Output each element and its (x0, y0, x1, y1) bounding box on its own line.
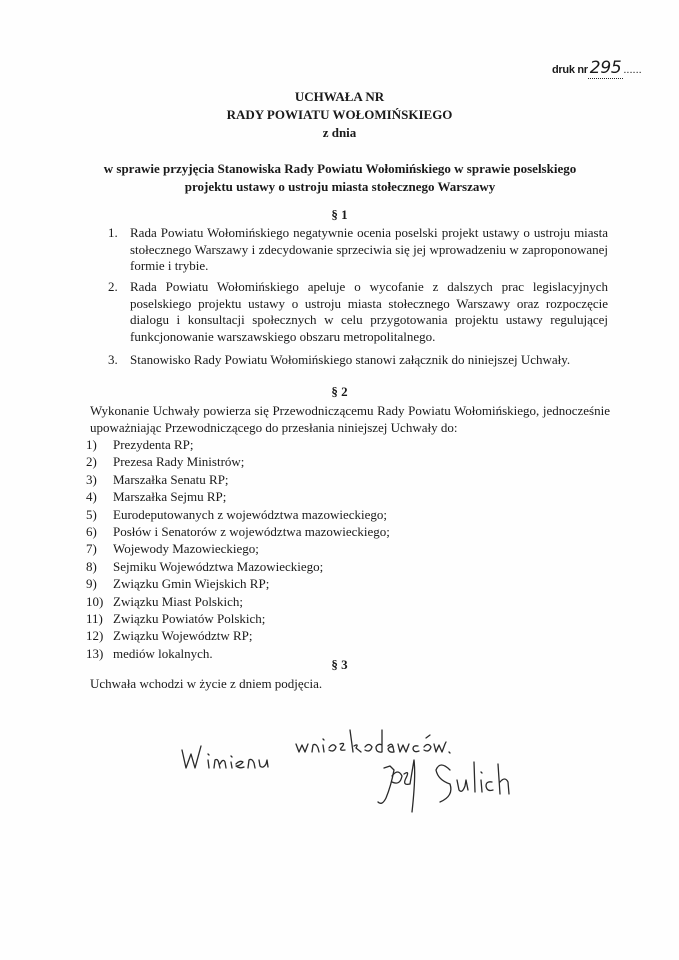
list-number: 12) (86, 628, 104, 644)
list-number: 9) (86, 576, 97, 592)
item-number: 2. (108, 279, 118, 294)
print-number-stamp (552, 58, 642, 78)
section-2-heading: § 2 (331, 384, 348, 399)
list-text: Związku Powiatów Polskich; (113, 610, 266, 626)
list-text: Eurodeputowanych z województwa mazowieckiego; (113, 506, 387, 522)
list-number: 6) (86, 523, 97, 539)
list-text: Posłów i Senatorów z województwa mazowieckiego; (113, 523, 390, 539)
item-number: 1. (108, 225, 118, 240)
list-text: Związku Miast Polskich; (113, 593, 243, 609)
subject-line-1: w sprawie przyjęcia Stanowiska Rady Powiatu Wołomińskiego w sprawie poselskiego (103, 161, 577, 176)
stamp-number: 295 (589, 58, 622, 78)
item-text: Stanowisko Rady Powiatu Wołomińskiego stanowi załącznik do niniejszej Uchwały. (130, 352, 571, 367)
section-3-text: Uchwała wchodzi w życie z dniem podjęcia. (90, 676, 323, 691)
list-text: mediów lokalnych. (113, 645, 213, 661)
list-text: Związku Gmin Wiejskich RP; (113, 576, 270, 592)
list-text: Marszałka Sejmu RP; (113, 489, 227, 505)
item-text: Rada Powiatu Wołomińskiego negatywnie ocenia poselski projekt ustawy o ustroju miasta stołecznego Warszawy i zdecydowanie sprzeciwia się jej wprowadzeniu w zaproponowanej formie i trybie. (130, 225, 608, 274)
stamp-prefix: druk nr (552, 64, 588, 76)
list-number: 11) (86, 610, 103, 626)
item-text: Rada Powiatu Wołomińskiego apeluje o wycofanie z dalszych prac legislacyjnych poselskiego projektu ustawy o ustroju miasta stołecznego Warszawy oraz rozpoczęcie dialogu i konsultacji społecznych w celu przygotowania projektu ustawy regulującej funkcjonowanie warszawskiego obszaru metropolitalnego. (130, 279, 608, 345)
list-text: Prezesa Rady Ministrów; (113, 454, 245, 470)
list-text: Związku Województw RP; (113, 628, 253, 644)
list-number: 2) (86, 454, 97, 470)
resolution-date: z dnia (322, 125, 357, 140)
list-number: 13) (86, 645, 104, 661)
list-number: 10) (86, 593, 104, 609)
section-1-heading: § 1 (331, 207, 348, 222)
list-number: 8) (86, 558, 97, 574)
list-number: 3) (86, 471, 97, 487)
section-2-intro: Wykonanie Uchwały powierza się Przewodniczącemu Rady Powiatu Wołomińskiego, jednocześnie upoważniając Przewodniczącego do przesłania niniejszej Uchwały do: (90, 403, 610, 435)
list-text: Sejmiku Województwa Mazowieckiego; (113, 558, 324, 574)
list-text: Marszałka Senatu RP; (113, 471, 229, 487)
list-number: 4) (86, 489, 97, 505)
list-number: 5) (86, 506, 97, 522)
list-number: 7) (86, 541, 97, 557)
list-text: Wojewody Mazowieckiego; (113, 541, 259, 557)
section-1-item (108, 225, 608, 275)
subject-line-2: projektu ustawy o ustroju miasta stołecznego Warszawy (184, 179, 496, 194)
list-number: 1) (86, 437, 97, 452)
council-name: RADY POWIATU WOŁOMIŃSKIEGO (226, 107, 453, 122)
stamp-dots: ...... (623, 64, 642, 76)
section-1-item (108, 279, 608, 346)
resolution-title: UCHWAŁA NR (294, 89, 385, 104)
list-text: Prezydenta RP; (113, 437, 194, 452)
handwritten-signature (178, 716, 538, 826)
section-1-item (108, 352, 608, 369)
item-number: 3. (108, 352, 118, 367)
section-3-heading: § 3 (331, 657, 348, 672)
